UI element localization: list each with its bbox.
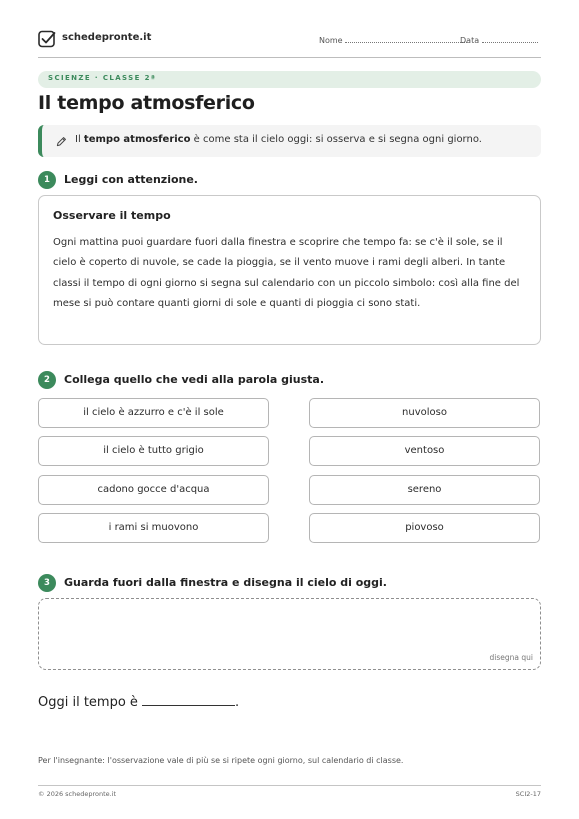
step-3-heading bbox=[38, 574, 558, 592]
match-left-item[interactable]: il cielo è azzurro e c'è il sole bbox=[38, 398, 269, 428]
subject-label: SCIENZE · CLASSE 2ª bbox=[48, 74, 157, 82]
step-3-number: 3 bbox=[38, 574, 56, 592]
match-right-item[interactable]: nuvoloso bbox=[309, 398, 540, 428]
brand-name: schedepronte.it bbox=[62, 32, 152, 43]
drawing-area[interactable] bbox=[38, 598, 541, 670]
reading-text: Ogni mattina puoi guardare fuori dalla finestra e scoprire che tempo fa: se c'è il sole, se il cielo è coperto di nuvole, se cade la pioggia, se il vento muove i rami degli alberi. In tante classi il tempo di ogni giorno si segna sul calendario con un piccolo simbolo: così alla fine del mese si può contare quanti giorni di sole e quanti di pioggia ci sono stati. bbox=[53, 237, 520, 309]
note-term: tempo atmosferico bbox=[83, 134, 191, 145]
match-left-item[interactable]: cadono gocce d'acqua bbox=[38, 475, 269, 505]
step-1-heading bbox=[38, 171, 558, 189]
drawing-hint: disegna qui bbox=[489, 653, 533, 662]
name-blank bbox=[345, 35, 467, 43]
step-2-number: 2 bbox=[38, 371, 56, 389]
step-1-instruction: Leggi con attenzione. bbox=[64, 173, 198, 186]
date-label: Data bbox=[460, 36, 480, 45]
step-1-number: 1 bbox=[38, 171, 56, 189]
today-answer-blank[interactable] bbox=[142, 695, 235, 706]
checkbox-logo-icon bbox=[38, 30, 56, 48]
name-label: Nome bbox=[319, 36, 343, 45]
name-field bbox=[319, 35, 467, 45]
definition-note bbox=[38, 125, 541, 157]
note-prefix: Il bbox=[75, 134, 81, 145]
teacher-note: Per l'insegnante: l'osservazione vale di più se si ripete ogni giorno, sul calendario di classe. bbox=[38, 756, 404, 765]
header-divider bbox=[38, 57, 541, 58]
step-3-instruction: Guarda fuori dalla finestra e disegna il cielo di oggi. bbox=[64, 576, 387, 589]
pencil-icon bbox=[56, 136, 67, 147]
match-right-item[interactable]: piovoso bbox=[309, 513, 540, 543]
match-left-item[interactable]: i rami si muovono bbox=[38, 513, 269, 543]
footer-copyright: © 2026 schedepronte.it bbox=[38, 790, 117, 798]
note-rest: è come sta il cielo oggi: si osserva e si segna ogni giorno. bbox=[193, 134, 482, 145]
match-right-item[interactable]: ventoso bbox=[309, 436, 540, 466]
footer-divider bbox=[38, 785, 541, 786]
today-text: Oggi il tempo è bbox=[38, 695, 138, 710]
today-end: . bbox=[234, 695, 240, 710]
match-right-item[interactable]: sereno bbox=[309, 475, 540, 505]
today-sentence bbox=[38, 695, 239, 710]
page-title: Il tempo atmosferico bbox=[38, 92, 255, 114]
date-blank bbox=[482, 35, 538, 43]
subject-bar bbox=[38, 71, 541, 88]
footer-code: SCI2-17 bbox=[515, 790, 541, 798]
step-2-heading bbox=[38, 371, 558, 389]
date-field bbox=[460, 35, 538, 45]
match-left-item[interactable]: il cielo è tutto grigio bbox=[38, 436, 269, 466]
reading-box bbox=[38, 195, 541, 345]
note-text bbox=[75, 134, 482, 145]
page-header bbox=[38, 30, 541, 56]
step-2-instruction: Collega quello che vedi alla parola giusta. bbox=[64, 373, 324, 386]
reading-title: Osservare il tempo bbox=[53, 209, 171, 222]
